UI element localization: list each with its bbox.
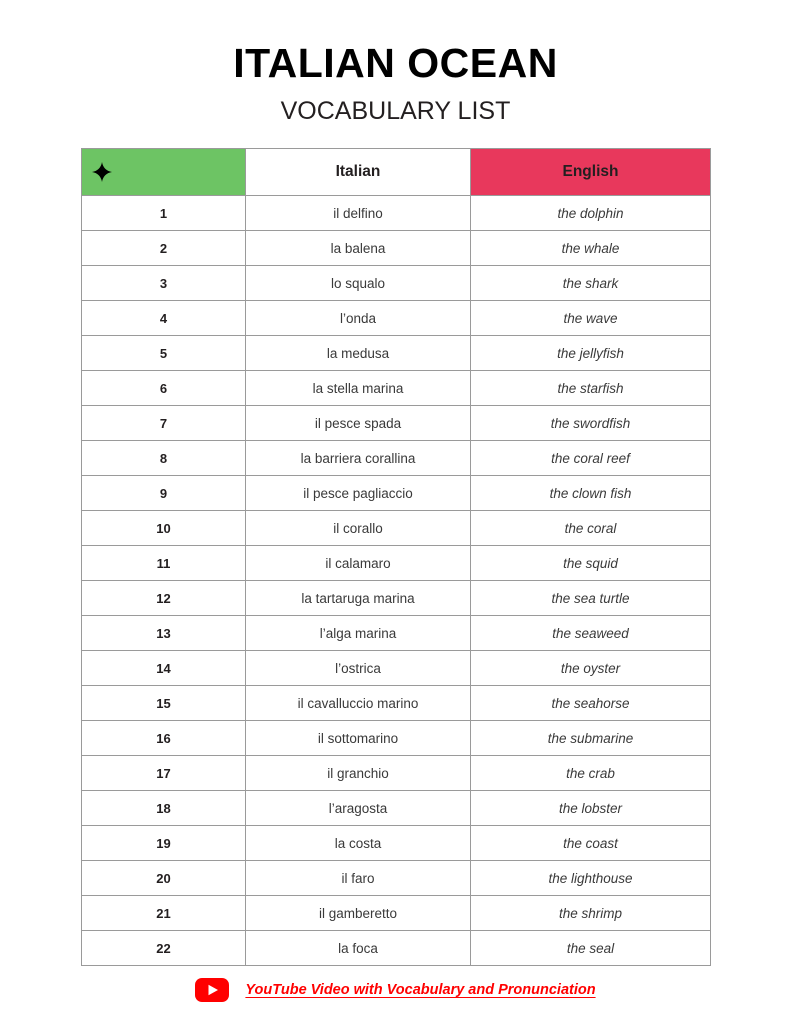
- cell-italian-word: il gamberetto: [246, 896, 471, 931]
- cell-number: 18: [82, 791, 246, 826]
- table-row: [82, 721, 711, 756]
- cell-number: 22: [82, 931, 246, 966]
- cell-english-word: the lighthouse: [471, 861, 711, 896]
- cell-number: 14: [82, 651, 246, 686]
- cell-italian-word: il pesce spada: [246, 406, 471, 441]
- cell-number: 19: [82, 826, 246, 861]
- table-row: [82, 826, 711, 861]
- cell-italian-word: la barriera corallina: [246, 441, 471, 476]
- cell-english-word: the wave: [471, 301, 711, 336]
- cell-number: 9: [82, 476, 246, 511]
- cell-italian-word: il granchio: [246, 756, 471, 791]
- cell-number: 6: [82, 371, 246, 406]
- table-row: [82, 196, 711, 231]
- cell-english-word: the oyster: [471, 651, 711, 686]
- cell-number: 10: [82, 511, 246, 546]
- sparkle-star-icon: [92, 162, 112, 182]
- table-row: [82, 476, 711, 511]
- table-body: [82, 196, 711, 966]
- cell-italian-word: lo squalo: [246, 266, 471, 301]
- table-row: [82, 931, 711, 966]
- table-row: [82, 651, 711, 686]
- cell-english-word: the shrimp: [471, 896, 711, 931]
- cell-english-word: the coral: [471, 511, 711, 546]
- cell-english-word: the starfish: [471, 371, 711, 406]
- cell-english-word: the seahorse: [471, 686, 711, 721]
- cell-italian-word: l’ostrica: [246, 651, 471, 686]
- cell-italian-word: il faro: [246, 861, 471, 896]
- table-header: [82, 149, 711, 196]
- table-row: [82, 231, 711, 266]
- cell-italian-word: l’onda: [246, 301, 471, 336]
- cell-number: 1: [82, 196, 246, 231]
- cell-english-word: the jellyfish: [471, 336, 711, 371]
- column-header-english: English: [471, 149, 711, 196]
- cell-italian-word: l’aragosta: [246, 791, 471, 826]
- table-row: [82, 336, 711, 371]
- column-header-italian: Italian: [246, 149, 471, 196]
- table-row: [82, 861, 711, 896]
- table-row: [82, 441, 711, 476]
- table-row: [82, 511, 711, 546]
- cell-english-word: the shark: [471, 266, 711, 301]
- table-row: [82, 301, 711, 336]
- page-title: ITALIAN OCEAN: [233, 40, 558, 86]
- cell-english-word: the lobster: [471, 791, 711, 826]
- table-row: [82, 371, 711, 406]
- table-row: [82, 266, 711, 301]
- table-row: [82, 791, 711, 826]
- cell-italian-word: il cavalluccio marino: [246, 686, 471, 721]
- cell-number: 12: [82, 581, 246, 616]
- cell-number: 15: [82, 686, 246, 721]
- cell-italian-word: la balena: [246, 231, 471, 266]
- youtube-video-link[interactable]: YouTube Video with Vocabulary and Pronunciation: [245, 982, 596, 998]
- youtube-play-icon[interactable]: [195, 978, 229, 1002]
- table-row: [82, 406, 711, 441]
- table-row: [82, 616, 711, 651]
- cell-english-word: the crab: [471, 756, 711, 791]
- table-row: [82, 686, 711, 721]
- cell-english-word: the submarine: [471, 721, 711, 756]
- cell-number: 2: [82, 231, 246, 266]
- cell-english-word: the coral reef: [471, 441, 711, 476]
- cell-number: 21: [82, 896, 246, 931]
- cell-english-word: the squid: [471, 546, 711, 581]
- cell-english-word: the swordfish: [471, 406, 711, 441]
- cell-italian-word: il corallo: [246, 511, 471, 546]
- cell-english-word: the coast: [471, 826, 711, 861]
- page-subtitle: VOCABULARY LIST: [280, 97, 511, 126]
- cell-english-word: the seaweed: [471, 616, 711, 651]
- footer: [0, 978, 791, 1002]
- cell-english-word: the seal: [471, 931, 711, 966]
- table-row: [82, 581, 711, 616]
- cell-english-word: the whale: [471, 231, 711, 266]
- page-header: [0, 0, 791, 126]
- cell-italian-word: il pesce pagliaccio: [246, 476, 471, 511]
- cell-number: 4: [82, 301, 246, 336]
- cell-italian-word: la tartaruga marina: [246, 581, 471, 616]
- cell-italian-word: la medusa: [246, 336, 471, 371]
- cell-number: 16: [82, 721, 246, 756]
- cell-english-word: the sea turtle: [471, 581, 711, 616]
- vocabulary-table: [81, 148, 711, 966]
- table-row: [82, 756, 711, 791]
- vocabulary-table-container: [81, 148, 710, 966]
- cell-number: 13: [82, 616, 246, 651]
- cell-number: 20: [82, 861, 246, 896]
- cell-italian-word: il calamaro: [246, 546, 471, 581]
- cell-italian-word: la stella marina: [246, 371, 471, 406]
- cell-english-word: the clown fish: [471, 476, 711, 511]
- cell-italian-word: la foca: [246, 931, 471, 966]
- cell-number: 11: [82, 546, 246, 581]
- cell-english-word: the dolphin: [471, 196, 711, 231]
- table-row: [82, 896, 711, 931]
- cell-italian-word: la costa: [246, 826, 471, 861]
- cell-number: 17: [82, 756, 246, 791]
- cell-italian-word: il sottomarino: [246, 721, 471, 756]
- cell-number: 8: [82, 441, 246, 476]
- cell-number: 3: [82, 266, 246, 301]
- cell-italian-word: il delfino: [246, 196, 471, 231]
- table-row: [82, 546, 711, 581]
- cell-number: 7: [82, 406, 246, 441]
- cell-italian-word: l’alga marina: [246, 616, 471, 651]
- cell-number: 5: [82, 336, 246, 371]
- column-header-number: [82, 149, 246, 196]
- table-header-row: [82, 149, 711, 196]
